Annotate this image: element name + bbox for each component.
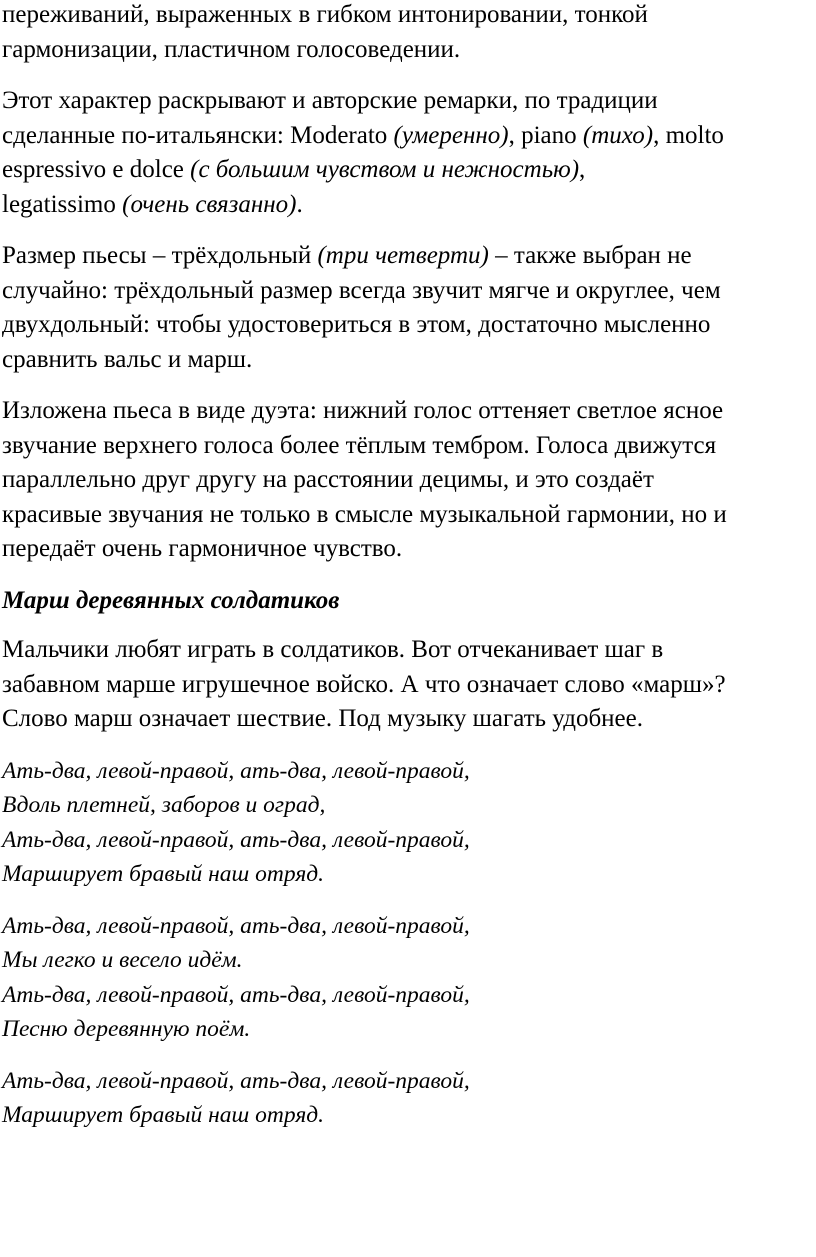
italic-translation: (тихо): [582, 121, 654, 149]
italic-translation: (очень связанно): [122, 190, 297, 218]
document-page: [2, 0, 814, 1150]
italic-translation: (три четверти): [317, 242, 489, 269]
paragraph-remarks: [2, 84, 814, 222]
text-run: – также выбран не: [488, 242, 692, 269]
text-line: Этот характер раскрывают и авторские ремарки, по традиции: [2, 87, 658, 114]
text-line: [2, 239, 814, 274]
verse-line: Мы легко и весело идём.: [2, 947, 243, 973]
italic-translation: (умеренно): [393, 121, 509, 149]
verse-line: Ать-два, левой-правой, ать-два, левой-правой,: [2, 1067, 470, 1094]
text-run: сделанные по-итальянски: Moderato: [2, 121, 394, 149]
verse-line: Ать-два, левой-правой, ать-два, левой-правой,: [2, 981, 470, 1008]
italic-translation: (с большим чувством и нежностью): [190, 156, 580, 183]
text-line: Слово марш означает шествие. Под музыку шагать удобнее.: [2, 705, 643, 732]
text-run: Размер пьесы – трёхдольный: [2, 242, 318, 269]
verse-line: Ать-два, левой-правой, ать-два, левой-правой,: [2, 757, 470, 784]
verse-stanza-3: [2, 1064, 814, 1133]
paragraph-meter: [2, 239, 814, 377]
text-line: гармонизации, пластичном голосоведении.: [2, 35, 461, 63]
text-run: , molto: [653, 121, 724, 149]
paragraph-intonation: [2, 0, 814, 67]
text-line: [2, 119, 814, 154]
section-heading: Марш деревянных солдатиков: [2, 586, 340, 614]
text-run: legatissimo: [2, 190, 123, 218]
text-line: параллельно друг другу на расстоянии децимы, и это создаёт: [2, 466, 654, 493]
text-line: сравнить вальс и марш.: [2, 345, 253, 373]
verse-line: Ать-два, левой-правой, ать-два, левой-правой,: [2, 912, 470, 939]
text-run: .: [296, 190, 303, 218]
text-line: переживаний, выраженных в гибком интонировании, тонкой: [2, 1, 648, 28]
text-line: красивые звучания не только в смысле музыкальной гармонии, но и: [2, 500, 727, 528]
verse-stanza-2: [2, 909, 814, 1047]
verse-line: Песню деревянную поём.: [2, 1016, 251, 1042]
verse-line: Марширует бравый наш отряд.: [2, 861, 325, 887]
text-run: ,: [579, 156, 586, 183]
verse-line: Вдоль плетней, заборов и оград,: [2, 792, 326, 818]
text-run: , piano: [508, 121, 583, 149]
text-line: забавном марше игрушечное войско. А что означает слово «марш»?: [2, 670, 726, 698]
text-line: двухдольный: чтобы удостовериться в этом, достаточно мысленно: [2, 311, 711, 338]
paragraph-duet: [2, 394, 814, 567]
text-line: передаёт очень гармоничное чувство.: [2, 535, 403, 562]
paragraph-march: [2, 633, 814, 737]
verse-stanza-1: [2, 754, 814, 892]
verse-line: Ать-два, левой-правой, ать-два, левой-правой,: [2, 826, 470, 853]
text-line: Изложена пьеса в виде дуэта: нижний голос оттеняет светлое ясное: [2, 397, 724, 424]
text-line: [2, 188, 814, 223]
text-line: случайно: трёхдольный размер всегда звучит мягче и округлее, чем: [2, 276, 721, 304]
text-line: [2, 153, 814, 188]
verse-line: Марширует бравый наш отряд.: [2, 1102, 325, 1128]
text-run: espressivo e dolce: [2, 156, 191, 183]
text-line: звучание верхнего голоса более тёплым тембром. Голоса движутся: [2, 431, 717, 459]
text-line: Мальчики любят играть в солдатиков. Вот отчеканивает шаг в: [2, 636, 664, 663]
